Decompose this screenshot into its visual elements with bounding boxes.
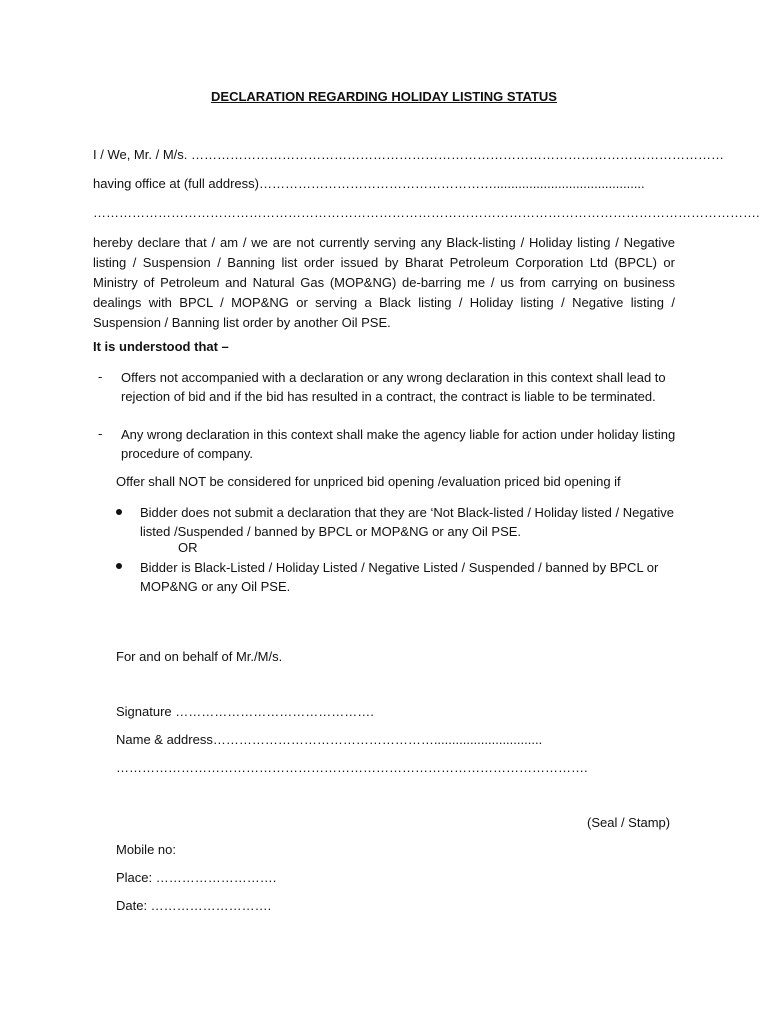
seal-stamp-label: (Seal / Stamp) <box>587 815 671 830</box>
dash-item-wrong-declaration: Any wrong declaration in this context shall make the agency liable for action under holiday listing procedure of company. <box>121 427 676 461</box>
or-separator: OR <box>178 540 198 555</box>
bullet-item-no-declaration: Bidder does not submit a declaration that they are ‘Not Black-listed / Holiday listed / Negative listed /Suspended / banned by BPCL or MOP&NG or any Oil PSE. <box>140 505 674 539</box>
understood-heading: It is understood that – <box>93 339 229 354</box>
signature-line: Signature ………………………………………. <box>116 704 374 719</box>
name-address-continuation: ………………………………………………………………………………………………. <box>116 760 588 775</box>
mobile-line: Mobile no: <box>116 842 176 857</box>
behalf-line: For and on behalf of Mr./M/s. <box>116 649 283 664</box>
document-title: DECLARATION REGARDING HOLIDAY LISTING STATUS <box>211 89 557 104</box>
bullet-item-blacklisted: Bidder is Black-Listed / Holiday Listed / Negative Listed / Suspended / banned by BPCL or MOP&NG or any Oil PSE. <box>140 560 659 594</box>
address-continuation-line: ………………………………………………………………………………………………………………………………………. <box>93 205 760 220</box>
dash-item-rejection: Offers not accompanied with a declaration or any wrong declaration in this context shall lead to rejection of bid and if the bid has resulted in a contract, the contract is liable to be terminated. <box>121 370 666 404</box>
name-line: I / We, Mr. / M/s. …………………………………………………………………………………………………………… <box>93 147 724 162</box>
name-address-line: Name & address…………………………………………….............................. <box>116 732 543 747</box>
dash-marker: - <box>98 369 103 384</box>
office-address-line: having office at (full address)……………………………………………….......................................... <box>93 176 645 191</box>
offer-statement: Offer shall NOT be considered for unpriced bid opening /evaluation priced bid opening if <box>116 474 621 489</box>
dash-marker: - <box>98 426 103 441</box>
bullet-dot <box>116 509 122 515</box>
bullet-dot <box>116 563 122 569</box>
place-line: Place: ………………………. <box>116 870 277 885</box>
declaration-paragraph: hereby declare that / am / we are not currently serving any Black-listing / Holiday listing / Negative listing / Suspension / Banning list order issued by Bharat Petroleum Corporation Ltd (BPCL) or Ministry of Petroleum and Natural Gas (MOP&NG) de-barring me / us from carrying on business dealings with BPCL / MOP&NG or serving a Black listing / Holiday listing / Negative listing / Suspension / Banning list order by another Oil PSE. <box>93 235 675 330</box>
date-line: Date: ………………………. <box>116 898 272 913</box>
